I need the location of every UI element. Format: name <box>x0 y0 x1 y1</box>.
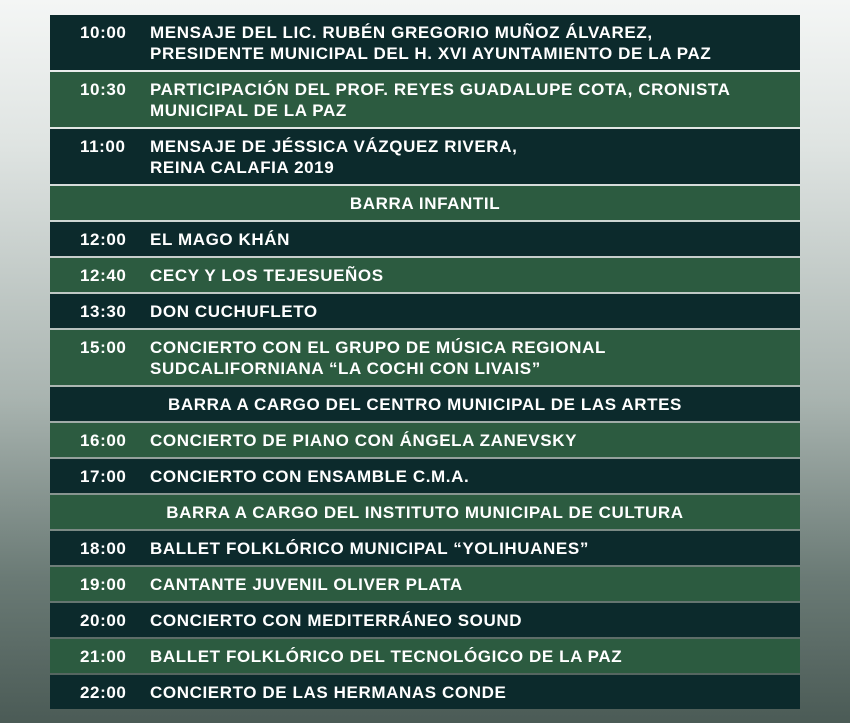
section-title: BARRA A CARGO DEL CENTRO MUNICIPAL DE LAS ARTES <box>168 395 682 414</box>
event-time: 20:00 <box>80 611 127 630</box>
section-header-row <box>50 495 800 529</box>
event-time: 15:00 <box>80 338 127 357</box>
event-description: BALLET FOLKLÓRICO DEL TECNOLÓGICO DE LA PAZ <box>150 647 623 666</box>
schedule-row <box>50 15 800 70</box>
event-time: 18:00 <box>80 539 127 558</box>
schedule-row <box>50 675 800 709</box>
event-description: DON CUCHUFLETO <box>150 302 318 321</box>
event-description: BALLET FOLKLÓRICO MUNICIPAL “YOLIHUANES” <box>150 539 589 558</box>
event-description: EL MAGO KHÁN <box>150 230 291 249</box>
event-description: CONCIERTO CON EL GRUPO DE MÚSICA REGIONAL SUDCALIFORNIANA “LA COCHI CON LIVAIS” <box>150 338 606 378</box>
section-title: BARRA A CARGO DEL INSTITUTO MUNICIPAL DE CULTURA <box>166 503 684 522</box>
event-time: 12:00 <box>80 230 127 249</box>
event-time: 11:00 <box>80 137 126 156</box>
schedule-row <box>50 603 800 637</box>
event-description: CECY Y LOS TEJESUEÑOS <box>150 266 384 285</box>
event-time: 21:00 <box>80 647 127 666</box>
event-time: 10:00 <box>80 23 127 42</box>
schedule-row <box>50 72 800 127</box>
event-description: CONCIERTO CON MEDITERRÁNEO SOUND <box>150 611 523 630</box>
event-description: MENSAJE DEL LIC. RUBÉN GREGORIO MUÑOZ ÁLVAREZ, PRESIDENTE MUNICIPAL DEL H. XVI AYUNTAMIENTO DE LA PAZ <box>150 23 712 63</box>
event-time: 13:30 <box>80 302 127 321</box>
event-description: PARTICIPACIÓN DEL PROF. REYES GUADALUPE COTA, CRONISTA MUNICIPAL DE LA PAZ <box>150 80 731 120</box>
section-header-row <box>50 387 800 421</box>
schedule-row <box>50 258 800 292</box>
event-time: 12:40 <box>80 266 127 285</box>
schedule-row <box>50 222 800 256</box>
schedule-row <box>50 330 800 385</box>
schedule-row <box>50 567 800 601</box>
event-description: CANTANTE JUVENIL OLIVER PLATA <box>150 575 463 594</box>
schedule-row <box>50 129 800 184</box>
schedule-row <box>50 531 800 565</box>
event-description: CONCIERTO CON ENSAMBLE C.M.A. <box>150 467 470 486</box>
event-time: 17:00 <box>80 467 127 486</box>
event-time: 22:00 <box>80 683 127 702</box>
schedule-row <box>50 639 800 673</box>
schedule-row <box>50 423 800 457</box>
section-title: BARRA INFANTIL <box>349 194 501 213</box>
schedule-row <box>50 459 800 493</box>
section-header-row <box>50 186 800 220</box>
event-description: CONCIERTO DE LAS HERMANAS CONDE <box>150 683 507 702</box>
event-schedule <box>50 15 800 711</box>
event-time: 10:30 <box>80 80 127 99</box>
event-time: 16:00 <box>80 431 127 450</box>
schedule-row <box>50 294 800 328</box>
event-description: CONCIERTO DE PIANO CON ÁNGELA ZANEVSKY <box>150 431 578 450</box>
event-description: MENSAJE DE JÉSSICA VÁZQUEZ RIVERA, REINA CALAFIA 2019 <box>150 137 518 177</box>
event-time: 19:00 <box>80 575 127 594</box>
